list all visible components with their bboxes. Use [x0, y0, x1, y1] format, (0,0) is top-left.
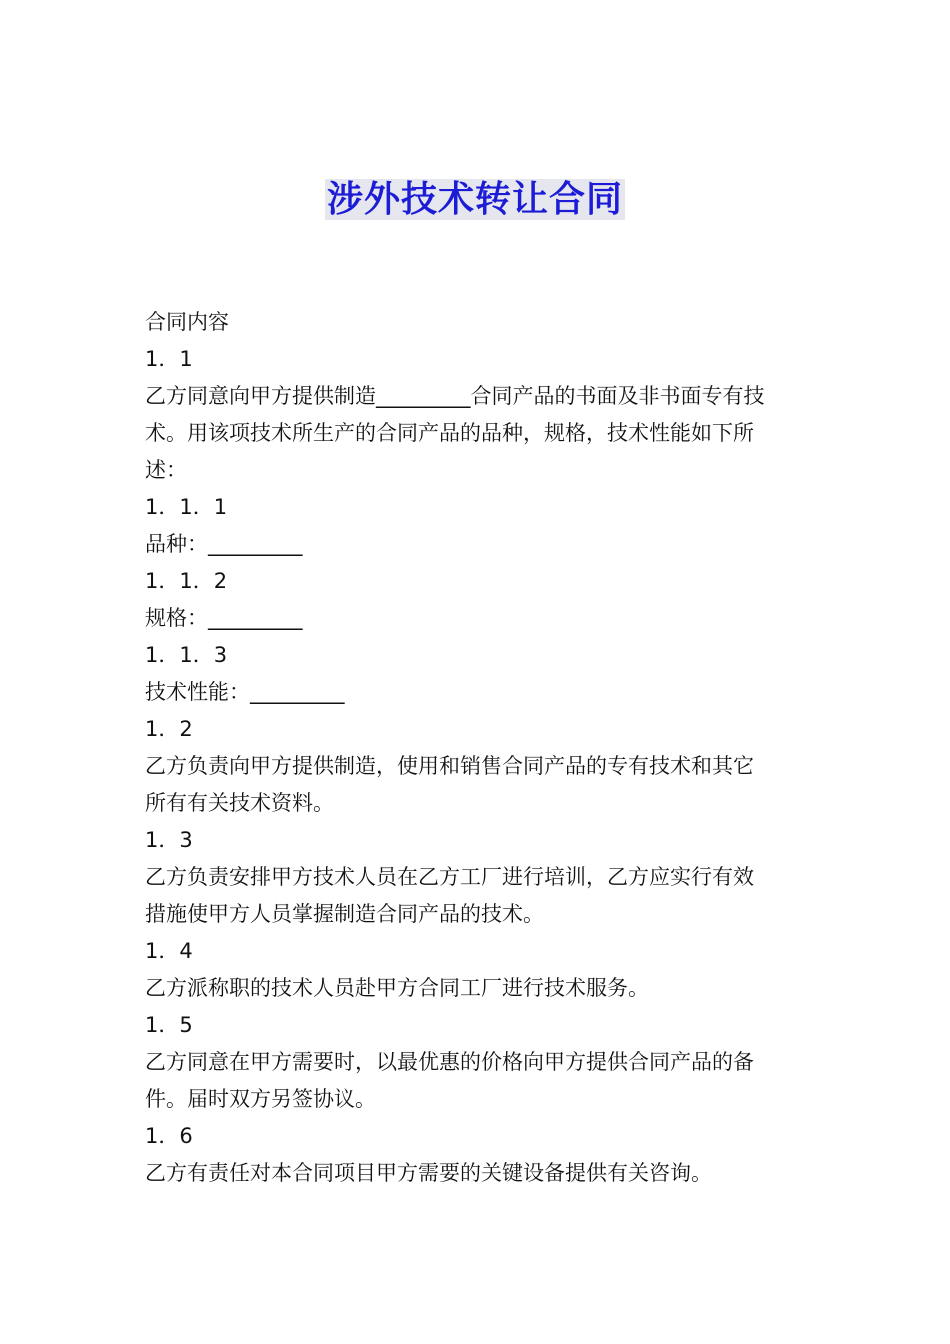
clause-number: 1．2: [145, 717, 193, 741]
document-title: 涉外技术转让合同: [326, 179, 623, 220]
clause-number: 1．6: [145, 1124, 193, 1148]
document-title-block: [0, 176, 950, 224]
clause-text: 乙方负责向甲方提供制造，使用和销售合同产品的专有技术和其它: [145, 754, 754, 778]
clause-text: 规格：_________: [145, 606, 303, 630]
clause-text: 乙方负责安排甲方技术人员在乙方工厂进行培训，乙方应实行有效: [145, 865, 754, 889]
clause-number: 1．4: [145, 939, 193, 963]
clause-text: 乙方有责任对本合同项目甲方需要的关键设备提供有关咨询。: [145, 1161, 712, 1185]
clause-number: 1．1．2: [145, 569, 228, 593]
clause-text: 所有有关技术资料。: [145, 791, 334, 815]
clause-number: 1．3: [145, 828, 193, 852]
clause-number: 1．1．3: [145, 643, 228, 667]
clause-text: 乙方派称职的技术人员赴甲方合同工厂进行技术服务。: [145, 976, 649, 1000]
clause-text: 件。届时双方另签协议。: [145, 1087, 376, 1111]
clause-number: 1．5: [145, 1013, 193, 1037]
clause-number: 1．1: [145, 347, 193, 371]
clause-text: 乙方同意在甲方需要时，以最优惠的价格向甲方提供合同产品的备: [145, 1050, 754, 1074]
contract-body: [145, 304, 810, 1192]
clause-text: 述：: [145, 458, 187, 482]
clause-number: 1．1．1: [145, 495, 228, 519]
section-heading: 合同内容: [145, 310, 229, 334]
clause-text: 术。用该项技术所生产的合同产品的品种，规格，技术性能如下所: [145, 421, 754, 445]
clause-text: 乙方同意向甲方提供制造_________合同产品的书面及非书面专有技: [145, 384, 765, 408]
clause-text: 措施使甲方人员掌握制造合同产品的技术。: [145, 902, 544, 926]
clause-text: 技术性能：_________: [145, 680, 345, 704]
clause-text: 品种：_________: [145, 532, 303, 556]
